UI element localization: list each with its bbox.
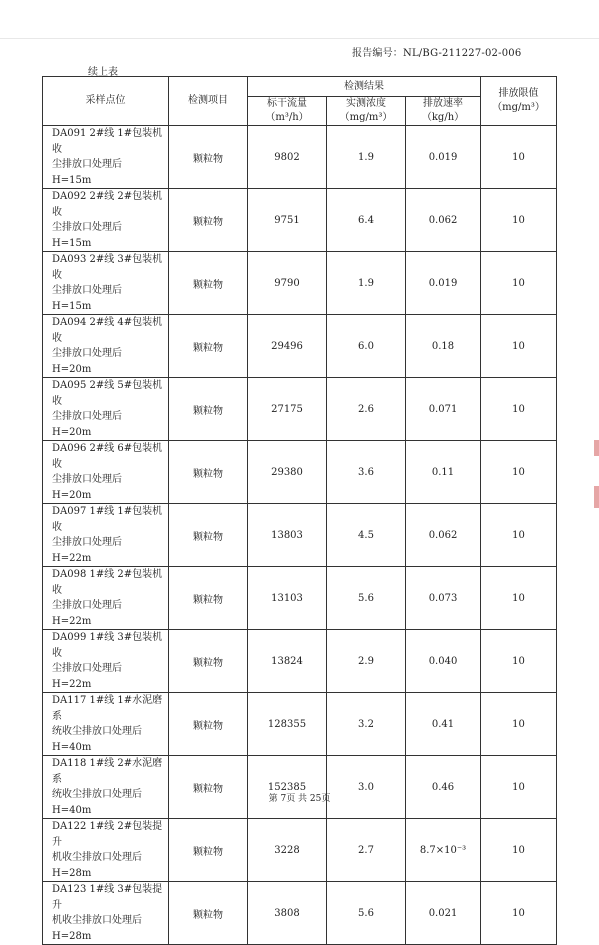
item-cell: 颗粒物 [169, 315, 248, 378]
rate-cell: 0.062 [406, 189, 481, 252]
table-row [43, 378, 557, 441]
header-item: 检测项目 [169, 77, 248, 126]
header-limit-unit: （mg/m³） [492, 102, 545, 113]
table-row [43, 693, 557, 756]
table-row [43, 630, 557, 693]
concentration-cell: 5.6 [327, 567, 406, 630]
location-cell: DA095 2#线 5#包装机收 尘排放口处理后 H=20m [43, 378, 169, 441]
limit-cell: 10 [481, 315, 557, 378]
page-number: 第 7页 共 25页 [268, 794, 331, 804]
item-cell: 颗粒物 [169, 819, 248, 882]
rate-cell: 0.073 [406, 567, 481, 630]
concentration-cell: 1.9 [327, 252, 406, 315]
rate-cell: 0.46 [406, 756, 481, 819]
rate-cell: 8.7×10⁻³ [406, 819, 481, 882]
location-cell: DA123 1#线 3#包装提升 机收尘排放口处理后 H=28m [43, 882, 169, 945]
location-cell: DA099 1#线 3#包装机收 尘排放口处理后 H=22m [43, 630, 169, 693]
location-cell: DA091 2#线 1#包装机收 尘排放口处理后 H=15m [43, 126, 169, 189]
concentration-cell: 5.6 [327, 882, 406, 945]
header-concentration-unit: （mg/m³） [339, 112, 393, 123]
report-number: 报告编号：NL/BG-211227-02-006 [352, 48, 522, 59]
limit-cell: 10 [481, 189, 557, 252]
item-cell: 颗粒物 [169, 189, 248, 252]
header-rate-label: 排放速率 [423, 98, 464, 109]
flow-cell: 152385 [248, 756, 327, 819]
table-row [43, 819, 557, 882]
limit-cell: 10 [481, 693, 557, 756]
stamp-edge-mark [594, 486, 599, 508]
rate-cell: 0.41 [406, 693, 481, 756]
location-cell: DA122 1#线 2#包装提升 机收尘排放口处理后 H=28m [43, 819, 169, 882]
item-cell: 颗粒物 [169, 693, 248, 756]
continued-label: 续上表 [88, 67, 118, 78]
rate-cell: 0.019 [406, 252, 481, 315]
location-cell: DA094 2#线 4#包装机收 尘排放口处理后 H=20m [43, 315, 169, 378]
rate-cell: 0.071 [406, 378, 481, 441]
flow-cell: 27175 [248, 378, 327, 441]
concentration-cell: 2.9 [327, 630, 406, 693]
limit-cell: 10 [481, 882, 557, 945]
limit-cell: 10 [481, 252, 557, 315]
rate-cell: 0.062 [406, 504, 481, 567]
item-cell: 颗粒物 [169, 882, 248, 945]
header-location: 采样点位 [43, 77, 169, 126]
concentration-cell: 3.0 [327, 756, 406, 819]
location-cell: DA117 1#线 1#水泥磨系 统收尘排放口处理后 H=40m [43, 693, 169, 756]
flow-cell: 29380 [248, 441, 327, 504]
item-cell: 颗粒物 [169, 441, 248, 504]
header-limit-label: 排放限值 [498, 88, 539, 99]
limit-cell: 10 [481, 630, 557, 693]
page-top-edge [0, 38, 599, 39]
table-row [43, 882, 557, 945]
rate-cell: 0.11 [406, 441, 481, 504]
location-cell: DA093 2#线 3#包装机收 尘排放口处理后 H=15m [43, 252, 169, 315]
header-concentration-label: 实测浓度 [346, 98, 386, 109]
flow-cell: 3228 [248, 819, 327, 882]
location-cell: DA092 2#线 2#包装机收 尘排放口处理后 H=15m [43, 189, 169, 252]
header-limit [481, 77, 557, 126]
item-cell: 颗粒物 [169, 504, 248, 567]
item-cell: 颗粒物 [169, 378, 248, 441]
item-cell: 颗粒物 [169, 126, 248, 189]
concentration-cell: 6.4 [327, 189, 406, 252]
table-row [43, 126, 557, 189]
flow-cell: 13103 [248, 567, 327, 630]
flow-cell: 29496 [248, 315, 327, 378]
flow-cell: 128355 [248, 693, 327, 756]
rate-cell: 0.18 [406, 315, 481, 378]
flow-cell: 13824 [248, 630, 327, 693]
stamp-edge-mark [594, 440, 599, 456]
concentration-cell: 3.2 [327, 693, 406, 756]
concentration-cell: 1.9 [327, 126, 406, 189]
location-cell: DA097 1#线 1#包装机收 尘排放口处理后 H=22m [43, 504, 169, 567]
location-cell: DA098 1#线 2#包装机收 尘排放口处理后 H=22m [43, 567, 169, 630]
concentration-cell: 3.6 [327, 441, 406, 504]
flow-cell: 13803 [248, 504, 327, 567]
results-table [42, 76, 557, 945]
table-row [43, 756, 557, 819]
flow-cell: 9751 [248, 189, 327, 252]
flow-cell: 3808 [248, 882, 327, 945]
location-cell: DA096 2#线 6#包装机收 尘排放口处理后 H=20m [43, 441, 169, 504]
table-row [43, 252, 557, 315]
table-body [43, 126, 557, 945]
flow-cell: 9802 [248, 126, 327, 189]
header-rate-unit: （kg/h） [421, 112, 465, 123]
limit-cell: 10 [481, 126, 557, 189]
header-result-group: 检测结果 [248, 77, 481, 97]
header-flow-unit: （m³/h） [265, 112, 309, 123]
table-row [43, 189, 557, 252]
header-concentration [327, 97, 406, 126]
header-flow-label: 标干流量 [267, 98, 307, 109]
limit-cell: 10 [481, 504, 557, 567]
table-row [43, 504, 557, 567]
table-row [43, 441, 557, 504]
concentration-cell: 2.7 [327, 819, 406, 882]
limit-cell: 10 [481, 567, 557, 630]
limit-cell: 10 [481, 756, 557, 819]
item-cell: 颗粒物 [169, 756, 248, 819]
table-row [43, 315, 557, 378]
rate-cell: 0.019 [406, 126, 481, 189]
concentration-cell: 4.5 [327, 504, 406, 567]
flow-cell: 9790 [248, 252, 327, 315]
limit-cell: 10 [481, 441, 557, 504]
item-cell: 颗粒物 [169, 630, 248, 693]
concentration-cell: 2.6 [327, 378, 406, 441]
limit-cell: 10 [481, 378, 557, 441]
concentration-cell: 6.0 [327, 315, 406, 378]
item-cell: 颗粒物 [169, 252, 248, 315]
item-cell: 颗粒物 [169, 567, 248, 630]
location-cell: DA118 1#线 2#水泥磨系 统收尘排放口处理后 H=40m [43, 756, 169, 819]
header-flow [248, 97, 327, 126]
rate-cell: 0.021 [406, 882, 481, 945]
rate-cell: 0.040 [406, 630, 481, 693]
header-rate [406, 97, 481, 126]
table-row [43, 567, 557, 630]
limit-cell: 10 [481, 819, 557, 882]
